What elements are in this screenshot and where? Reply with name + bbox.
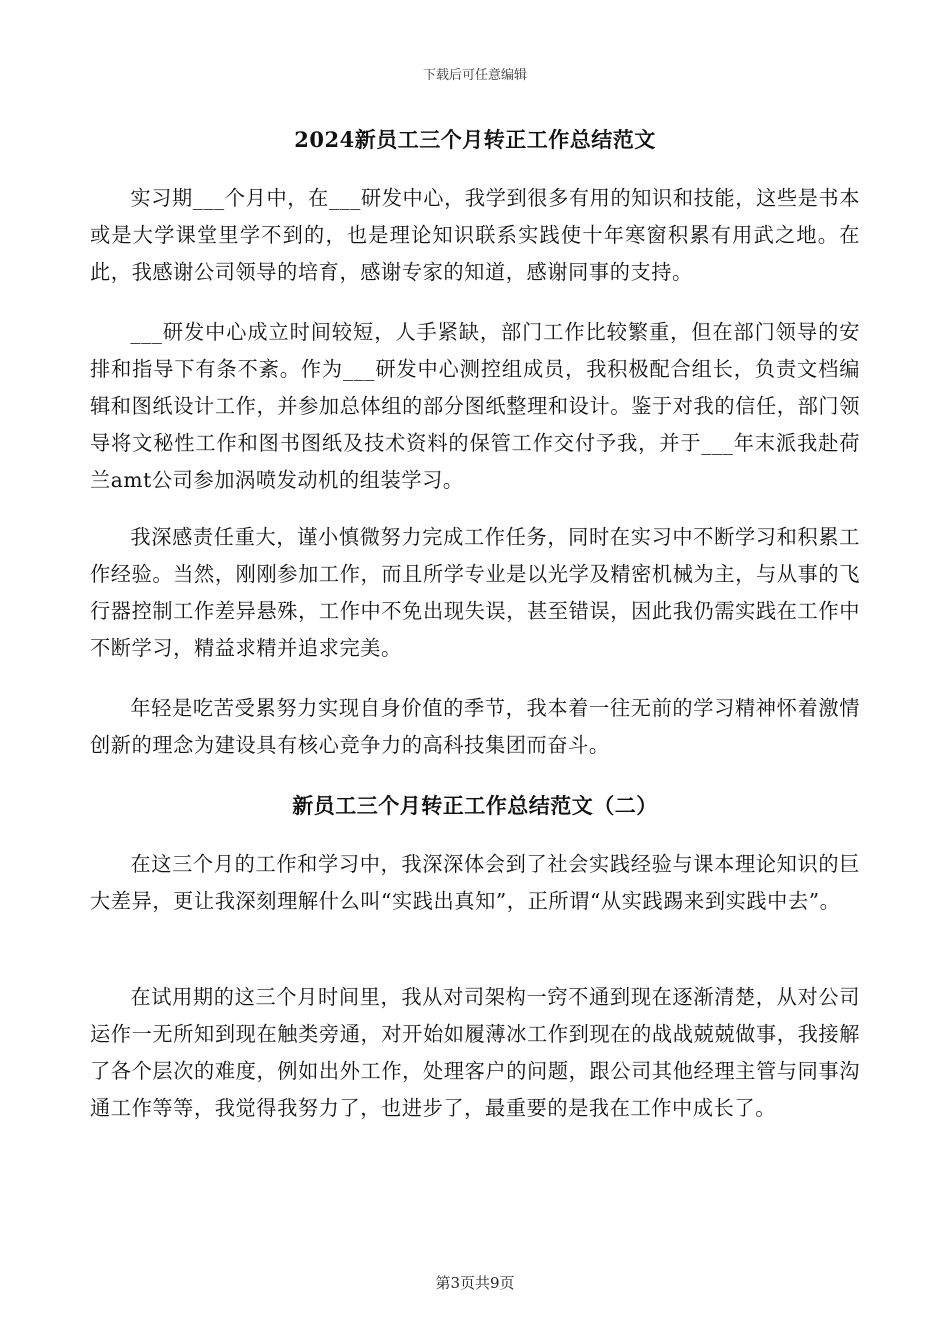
paragraph-responsibility: 我深感责任重大，谨小慎微努力完成工作任务，同时在实习中不断学习和积累工作经验。当然，刚刚参加工作，而且所学专业是以光学及精密机械为主，与从事的飞行器控制工作差异悬殊，工作中不免出现失误，甚至错误，因此我仍需实践在工作中不断学习，精益求精并追求完美。 [90, 525, 860, 660]
page-header: 下载后可任意编辑 [422, 68, 527, 83]
paragraph-youth-aspiration: 年轻是吃苦受累努力实现自身价值的季节，我本着一往无前的学习精神怀着激情创新的理念为建设具有核心竞争力的高科技集团而奋斗。 [90, 696, 860, 757]
document-title: 2024新员工三个月转正工作总结范文 [294, 127, 656, 152]
page-number: 第3页共9页 [435, 1274, 515, 1292]
paragraph-internship-intro: 实习期___个月中，在___研发中心，我学到很多有用的知识和技能，这些是书本或是大学课堂里学不到的，也是理论知识联系实践使十年寒窗积累有用武之地。在此，我感谢公司领导的培育，感谢专家的知道，感谢同事的支持。 [90, 186, 860, 284]
paragraph-department-work: ___研发中心成立时间较短，人手紧缺，部门工作比较繁重，但在部门领导的安排和指导下有条不紊。作为___研发中心测控组成员，我积极配合组长，负责文档编辑和图纸设计工作，并参加总体组的部分图纸整理和设计。鉴于对我的信任，部门领导将文秘性工作和图书图纸及技术资料的保管工作交付予我，并于___年末派我赴荷兰amt公司参加涡喷发动机的组装学习。 [90, 320, 860, 492]
section-title-two: 新员工三个月转正工作总结范文（二） [292, 793, 658, 818]
paragraph-practice-experience: 在这三个月的工作和学习中，我深深体会到了社会实践经验与课本理论知识的巨大差异，更让我深刻理解什么叫“实践出真知”，正所谓“从实践踢来到实践中去”。 [90, 852, 860, 913]
paragraph-probation-growth: 在试用期的这三个月时间里，我从对司架构一窍不通到现在逐渐清楚，从对公司运作一无所知到现在触类旁通，对开始如履薄冰工作到现在的战战兢兢做事，我接解了各个层次的难度，例如出外工作，处理客户的问题，跟公司其他经理主管与同事沟通工作等等，我觉得我努力了，也进步了，最重要的是我在工作中成长了。 [90, 985, 860, 1120]
